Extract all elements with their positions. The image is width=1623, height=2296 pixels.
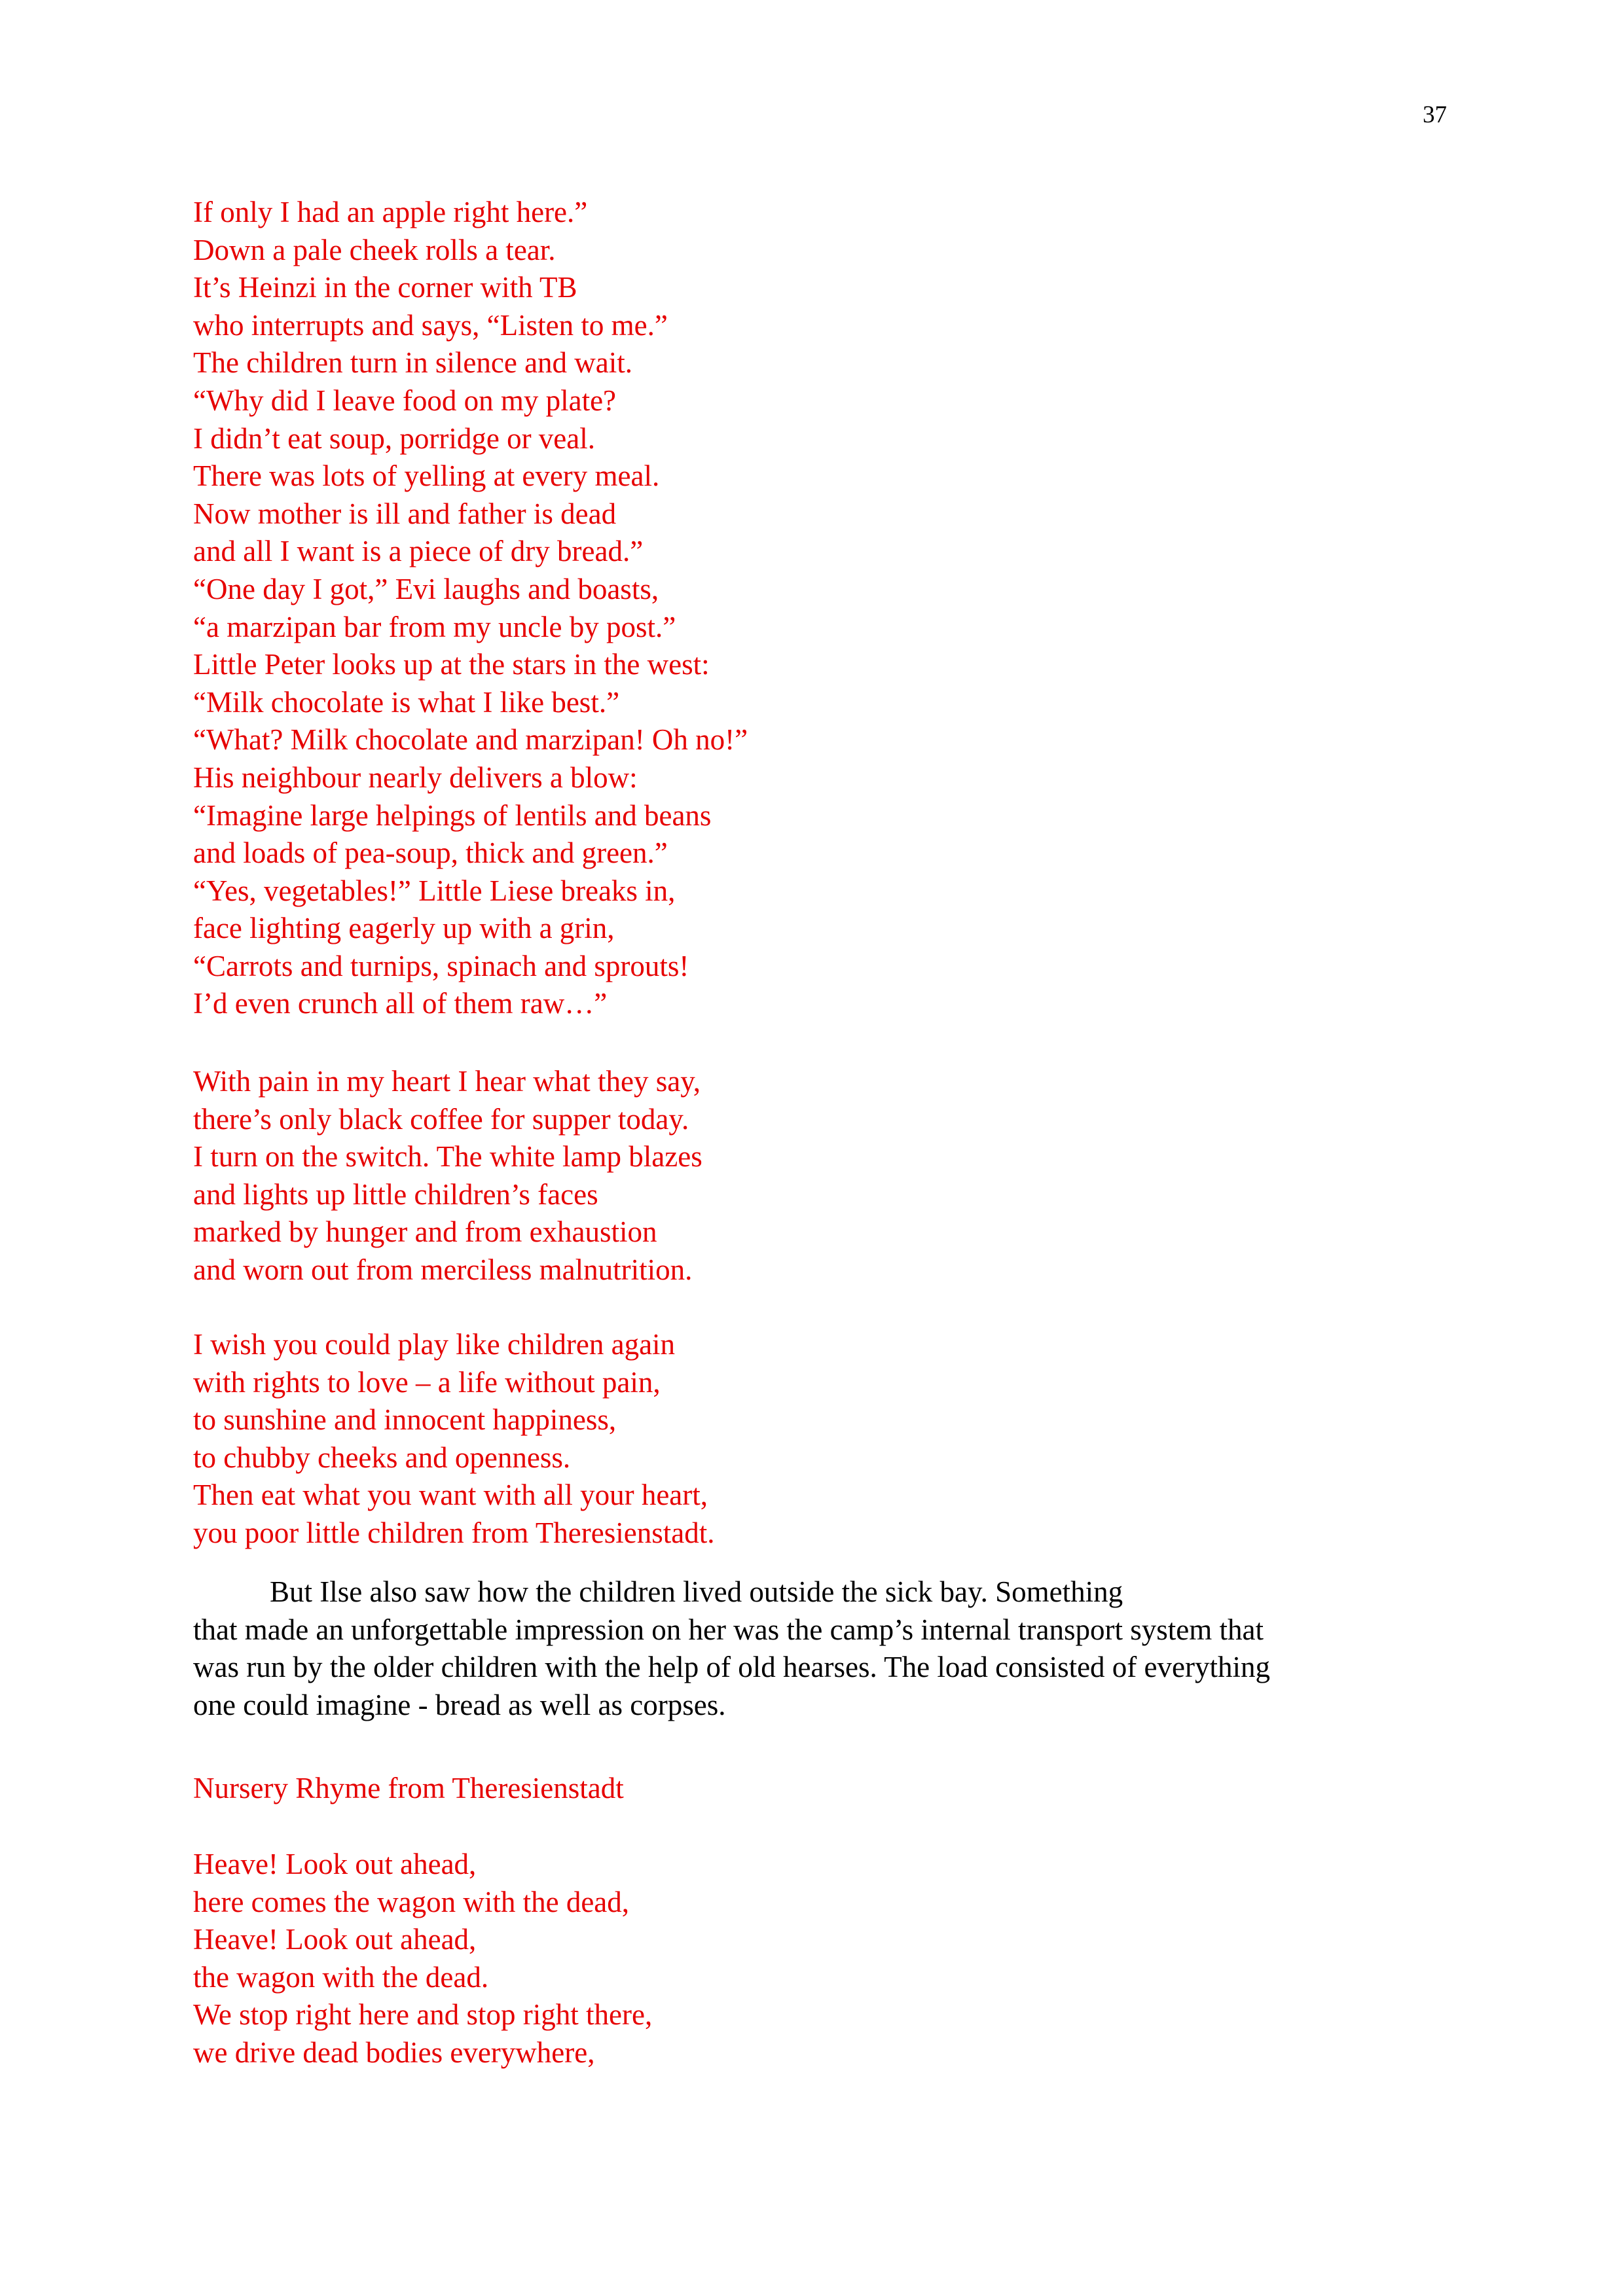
poem-line: and all I want is a piece of dry bread.” <box>193 535 644 568</box>
poem-stanza-2 <box>193 1063 702 1289</box>
prose-line: one could imagine - bread as well as corpses. <box>193 1688 726 1721</box>
poem-line: Down a pale cheek rolls a tear. <box>193 233 556 266</box>
rhyme-line: here comes the wagon with the dead, <box>193 1885 630 1918</box>
poem-line: and worn out from merciless malnutrition. <box>193 1253 693 1286</box>
prose-line: was run by the older children with the help of old hearses. The load consisted of everything <box>193 1651 1270 1683</box>
poem-line: With pain in my heart I hear what they say, <box>193 1065 701 1098</box>
prose-line: that made an unforgettable impression on her was the camp’s internal transport system that <box>193 1613 1264 1646</box>
poem-line: “Imagine large helpings of lentils and beans <box>193 798 712 832</box>
poem-line: If only I had an apple right here.” <box>193 196 588 228</box>
poem-line: there’s only black coffee for supper today. <box>193 1102 689 1136</box>
rhyme-line: We stop right here and stop right there, <box>193 1998 653 2032</box>
poem-line: “Why did I leave food on my plate? <box>193 384 617 417</box>
poem-line: “What? Milk chocolate and marzipan! Oh no!” <box>193 723 748 757</box>
poem-line: I didn’t eat soup, porridge or veal. <box>193 422 596 455</box>
prose-line: But Ilse also saw how the children lived outside the sick bay. Something <box>270 1575 1123 1608</box>
poem-line: The children turn in silence and wait. <box>193 346 633 380</box>
page-number: 37 <box>1423 101 1447 128</box>
poem-line: to chubby cheeks and openness. <box>193 1441 571 1474</box>
poem-line: “Carrots and turnips, spinach and sprouts! <box>193 949 689 982</box>
poem-line: “a marzipan bar from my uncle by post.” <box>193 610 676 643</box>
poem-line: I’d even crunch all of them raw…” <box>193 987 608 1020</box>
poem-line: “Milk chocolate is what I like best.” <box>193 685 620 719</box>
rhyme-line: Heave! Look out ahead, <box>193 1923 477 1956</box>
poem-stanza-1 <box>193 194 748 1023</box>
poem-line: I wish you could play like children again <box>193 1328 676 1361</box>
poem-line: and lights up little children’s faces <box>193 1177 598 1211</box>
poem-stanza-3 <box>193 1326 714 1552</box>
poem-line: There was lots of yelling at every meal. <box>193 459 660 493</box>
rhyme-line: the wagon with the dead. <box>193 1960 489 1994</box>
poem-line: His neighbour nearly delivers a blow: <box>193 761 638 794</box>
poem-line: face lighting eagerly up with a grin, <box>193 912 615 945</box>
rhyme-title <box>193 1770 624 1808</box>
poem-line: Then eat what you want with all your heart, <box>193 1479 708 1512</box>
poem-line: Little Peter looks up at the stars in the west: <box>193 648 710 681</box>
rhyme-line: Heave! Look out ahead, <box>193 1848 477 1880</box>
prose-paragraph <box>193 1573 1437 1724</box>
poem-line: marked by hunger and from exhaustion <box>193 1215 657 1249</box>
rhyme-line: we drive dead bodies everywhere, <box>193 2036 595 2069</box>
rhyme-title-text: Nursery Rhyme from Theresienstadt <box>193 1772 624 1804</box>
poem-line: with rights to love – a life without pain, <box>193 1365 661 1399</box>
poem-line: to sunshine and innocent happiness, <box>193 1403 617 1437</box>
poem-line: “One day I got,” Evi laughs and boasts, <box>193 572 659 605</box>
poem-line: It’s Heinzi in the corner with TB <box>193 271 577 304</box>
poem-line: I turn on the switch. The white lamp blazes <box>193 1140 702 1174</box>
poem-line: you poor little children from Theresienstadt. <box>193 1516 715 1549</box>
poem-line: “Yes, vegetables!” Little Liese breaks in, <box>193 874 676 907</box>
poem-line: who interrupts and says, “Listen to me.” <box>193 308 668 342</box>
poem-line: and loads of pea-soup, thick and green.” <box>193 836 668 870</box>
poem-line: Now mother is ill and father is dead <box>193 497 617 530</box>
rhyme-verse <box>193 1846 652 2072</box>
